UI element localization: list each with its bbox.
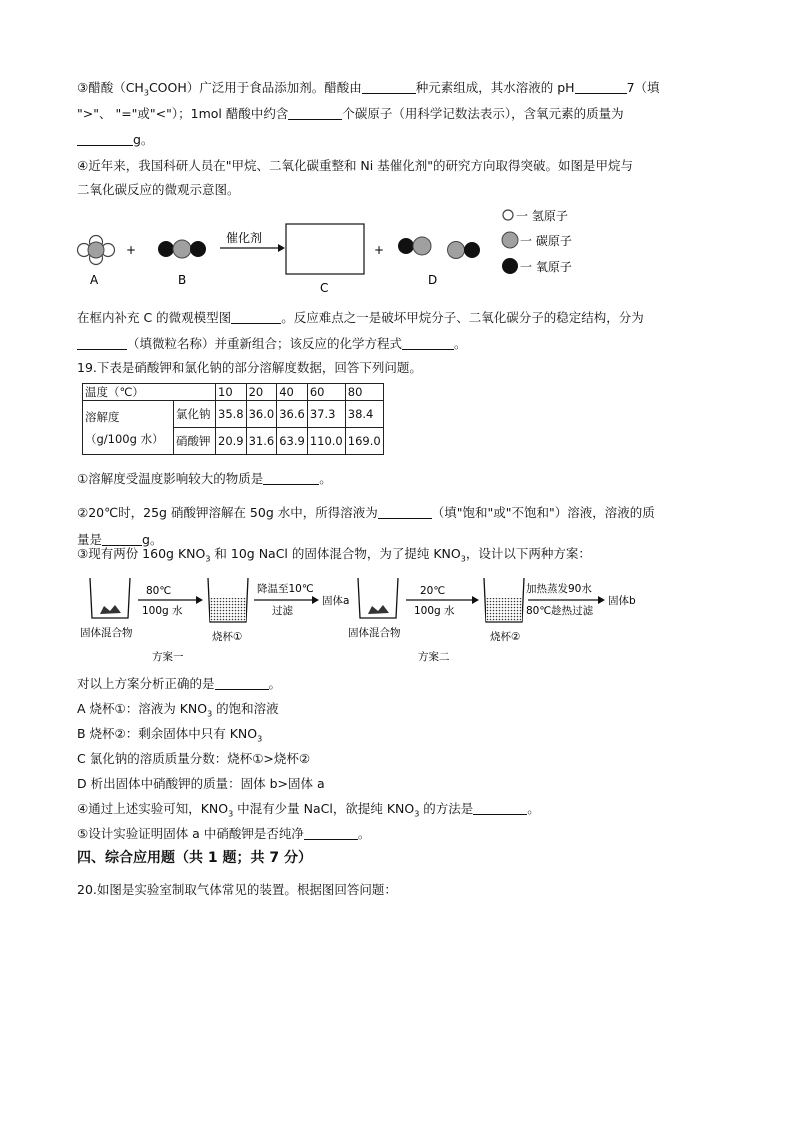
q18-p4-line4: （填微粒名称）并重新组合；该反应的化学方程式 。 — [77, 336, 467, 352]
plan2-label: 方案二 — [418, 651, 450, 663]
label-b: B — [178, 273, 187, 287]
beaker-icon — [358, 578, 398, 618]
nacl-value: 38.4 — [345, 401, 383, 428]
q19-s2-cont: 量是 g。 — [77, 532, 163, 547]
cond1-top: 80℃ — [146, 585, 172, 597]
plan1-label: 方案一 — [152, 651, 184, 663]
nacl-value: 37.3 — [307, 401, 345, 428]
beaker-icon — [484, 578, 524, 622]
temp-header: 温度（℃） — [83, 384, 216, 401]
q18-p4-line3: 在框内补充 C 的微观模型图 。反应难点之一是破坏甲烷分子、二氧化碳分子的稳定结构，分为 — [77, 310, 644, 325]
section-4-title: 四、综合应用题（共 1 题；共 7 分） — [77, 850, 312, 866]
nacl-value: 36.6 — [277, 401, 308, 428]
arrow-icon — [254, 596, 319, 604]
q19-s4: ④通过上述实验可知，$KNO_3$ 中混有少量 NaCl，欲提纯 $KNO_3$ 的方法是 。 — [77, 801, 540, 819]
kno3-value: 110.0 — [307, 428, 345, 455]
temp-cell: 60 — [307, 384, 345, 401]
arrow-icon — [406, 596, 479, 604]
temp-cell: 20 — [246, 384, 277, 401]
q18-p3-line2: ">"、 "="或"<"）；1mol 醋酸中约含 个碳原子（用科学记数法表示），含氧元素的质量为 — [77, 106, 624, 121]
arrow-icon — [528, 596, 605, 604]
mixture-label-2: 固体混合物 — [348, 627, 401, 639]
legend-oxygen: 一 氧原子 — [520, 260, 572, 274]
kno3-value: 20.9 — [216, 428, 247, 455]
q19-intro: 19.下表是硝酸钾和氯化钠的部分溶解度数据，回答下列问题。 — [77, 360, 422, 375]
q18-p4-line2: 二氧化碳反应的微观示意图。 — [77, 182, 240, 197]
solid-b-label: 固体b — [608, 595, 636, 607]
step2-top: 加热蒸发90水 — [526, 583, 592, 595]
q18-p3-line1: ③醋酸$(CH_3COOH)$广泛用于食品添加剂。醋酸由 种元素组成，其水溶液的 pH 7（填 — [77, 80, 660, 98]
q19-s2: ②20℃时，25g 硝酸钾溶解在 50g 水中，所得溶液为 （填"饱和"或"不饱和"）溶液，溶液的质 — [77, 505, 655, 520]
step1-bottom: 过滤 — [272, 605, 293, 617]
q19-analysis: 对以上方案分析正确的是 。 — [77, 676, 282, 691]
nacl-label: 氯化钠 — [174, 401, 216, 428]
plus-sign: + — [374, 243, 385, 257]
beaker-icon — [90, 578, 130, 618]
answer-blank[interactable] — [304, 827, 358, 840]
answer-blank[interactable] — [473, 802, 527, 815]
label-d: D — [428, 273, 438, 287]
q19-s3: ③现有两份 160g $KNO_3$ 和 10g NaCl 的固体混合物，为了提纯 $KNO_3$，设计以下两种方案： — [77, 546, 591, 564]
nacl-value: 35.8 — [216, 401, 247, 428]
mixture-label-1: 固体混合物 — [80, 627, 133, 639]
option-c: C 氯化钠的溶质质量分数：烧杯①>烧杯② — [77, 751, 311, 766]
kno3-value: 63.9 — [277, 428, 308, 455]
beaker2-label: 烧杯② — [490, 631, 521, 643]
kno3-value: 31.6 — [246, 428, 277, 455]
cond1-bottom: 100g 水 — [142, 605, 183, 617]
q18-p4-line1: ④近年来，我国科研人员在"甲烷、二氧化碳重整和 Ni 基催化剂"的研究方向取得突破。如图是甲烷与 — [77, 158, 633, 173]
option-a: A 烧杯①：溶液为 $KNO_3$ 的饱和溶液 — [77, 701, 279, 719]
legend-hydrogen: 一 氢原子 — [516, 209, 568, 223]
legend-carbon: 一 碳原子 — [520, 234, 572, 248]
option-d: D 析出固体中硝酸钾的质量：固体 b>固体 a — [77, 776, 325, 791]
catalyst-label: 催化剂 — [226, 231, 263, 245]
cond2-bottom: 100g 水 — [414, 605, 455, 617]
cond2-top: 20℃ — [420, 585, 446, 597]
q18-p3-line3: g。 — [77, 132, 153, 148]
temp-cell: 80 — [345, 384, 383, 401]
temp-cell: 40 — [277, 384, 308, 401]
beaker-icon — [208, 578, 248, 622]
q20-text: 20.如图是实验室制取气体常见的装置。根据图回答问题： — [77, 882, 397, 897]
label-c: C — [320, 281, 329, 295]
q19-s5: ⑤设计实验证明固体 a 中硝酸钾是否纯净 。 — [77, 826, 371, 841]
nacl-value: 36.0 — [246, 401, 277, 428]
beaker1-label: 烧杯① — [212, 631, 243, 643]
label-a: A — [90, 273, 99, 287]
option-b: B 烧杯②：剩余固体中只有 $KNO_3$ — [77, 726, 263, 744]
q19-s1: ①溶解度受温度影响较大的物质是 。 — [77, 471, 332, 486]
kno3-value: 169.0 — [345, 428, 383, 455]
step1-top: 降温至10℃ — [257, 583, 314, 595]
solid-a-label: 固体a — [322, 595, 350, 607]
arrow-icon — [138, 596, 203, 604]
step2-bottom: 80℃趁热过滤 — [526, 605, 594, 617]
temp-cell: 10 — [216, 384, 247, 401]
plus-sign: + — [126, 243, 137, 257]
kno3-label: 硝酸钾 — [174, 428, 216, 455]
solubility-header: 溶解度 （g/100g 水） — [83, 401, 174, 455]
answer-blank[interactable] — [215, 677, 269, 690]
